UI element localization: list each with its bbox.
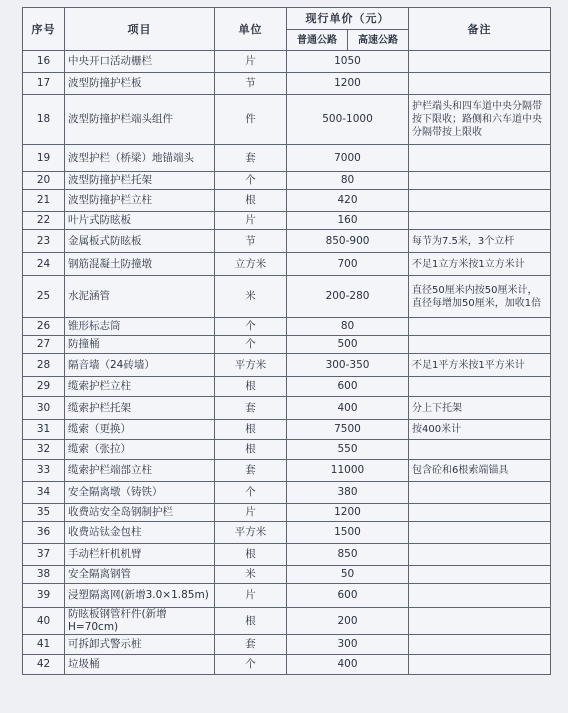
row-seq: 35 [23,504,65,522]
row-price: 400 [287,655,409,675]
row-seq: 19 [23,145,65,172]
row-unit: 个 [215,336,287,354]
row-remark [409,584,551,608]
row-remark: 不足1立方米按1立方米计 [409,253,551,276]
table-row [23,440,551,460]
row-item: 波型防撞护栏端头组件 [65,95,215,145]
row-remark [409,566,551,584]
row-unit: 平方米 [215,522,287,544]
row-unit: 根 [215,544,287,566]
price-table [22,7,551,675]
row-price: 7000 [287,145,409,172]
row-remark [409,336,551,354]
row-item: 波型防撞护栏立柱 [65,190,215,212]
row-seq: 20 [23,172,65,190]
row-seq: 24 [23,253,65,276]
row-seq: 36 [23,522,65,544]
row-item: 钢筋混凝土防撞墩 [65,253,215,276]
row-remark [409,482,551,504]
table-header [23,8,551,51]
table-row [23,482,551,504]
row-item: 波型护栏（桥梁）地锚端头 [65,145,215,172]
row-item: 缆索护栏端部立柱 [65,460,215,482]
table-row [23,544,551,566]
row-price: 1050 [287,51,409,73]
row-seq: 31 [23,420,65,440]
table-row [23,635,551,655]
table-row [23,276,551,318]
row-seq: 18 [23,95,65,145]
row-price: 500-1000 [287,95,409,145]
table-body [23,51,551,675]
table-row [23,566,551,584]
row-remark: 每节为7.5米，3个立杆 [409,230,551,253]
row-unit: 套 [215,145,287,172]
row-seq: 37 [23,544,65,566]
row-price: 300-350 [287,354,409,377]
header-price-normal: 普通公路 [287,30,348,51]
row-unit: 根 [215,440,287,460]
row-unit: 节 [215,230,287,253]
row-unit: 个 [215,318,287,336]
row-item: 隔音墙（24砖墙） [65,354,215,377]
row-unit: 套 [215,635,287,655]
row-item: 收费站钛金包柱 [65,522,215,544]
price-table-page [22,7,550,675]
row-item: 波型防撞护栏托架 [65,172,215,190]
row-remark [409,318,551,336]
row-price: 7500 [287,420,409,440]
row-remark [409,73,551,95]
table-row [23,318,551,336]
row-remark [409,212,551,230]
row-item: 防撞桶 [65,336,215,354]
row-seq: 21 [23,190,65,212]
header-item: 项目 [65,8,215,51]
row-price: 1200 [287,504,409,522]
table-row [23,51,551,73]
header-seq: 序号 [23,8,65,51]
table-row [23,230,551,253]
row-price: 700 [287,253,409,276]
row-item: 收费站安全岛钢制护栏 [65,504,215,522]
row-remark: 分上下托架 [409,397,551,420]
row-unit: 套 [215,397,287,420]
row-unit: 个 [215,655,287,675]
row-unit: 米 [215,566,287,584]
row-price: 160 [287,212,409,230]
row-price: 11000 [287,460,409,482]
row-item: 缆索护栏立柱 [65,377,215,397]
table-row [23,655,551,675]
row-seq: 27 [23,336,65,354]
row-seq: 39 [23,584,65,608]
row-item: 浸塑隔离网(新增3.0×1.85m) [65,584,215,608]
row-unit: 根 [215,608,287,635]
row-price: 850-900 [287,230,409,253]
row-unit: 个 [215,172,287,190]
row-price: 80 [287,318,409,336]
row-unit: 个 [215,482,287,504]
table-row [23,354,551,377]
table-row [23,608,551,635]
row-seq: 25 [23,276,65,318]
row-unit: 片 [215,51,287,73]
row-item: 波型防撞护栏板 [65,73,215,95]
table-row [23,253,551,276]
row-item: 可拆卸式警示桩 [65,635,215,655]
table-row [23,190,551,212]
row-price: 420 [287,190,409,212]
row-price: 850 [287,544,409,566]
row-price: 500 [287,336,409,354]
row-unit: 根 [215,377,287,397]
header-price-group: 现行单价（元） [287,8,409,30]
row-price: 200-280 [287,276,409,318]
row-remark [409,544,551,566]
table-row [23,397,551,420]
row-price: 300 [287,635,409,655]
row-unit: 件 [215,95,287,145]
row-item: 防眩板钢管杆件(新增H=70cm) [65,608,215,635]
row-price: 1500 [287,522,409,544]
row-seq: 40 [23,608,65,635]
table-row [23,336,551,354]
row-unit: 套 [215,460,287,482]
row-remark [409,190,551,212]
row-price: 1200 [287,73,409,95]
table-row [23,420,551,440]
row-seq: 33 [23,460,65,482]
row-unit: 片 [215,212,287,230]
header-price-highway: 高速公路 [348,30,409,51]
row-unit: 平方米 [215,354,287,377]
table-row [23,95,551,145]
row-seq: 32 [23,440,65,460]
table-row [23,522,551,544]
header-unit: 单位 [215,8,287,51]
row-remark: 直径50厘米内按50厘米计，直径每增加50厘米，加收1倍 [409,276,551,318]
row-remark: 按400米计 [409,420,551,440]
row-seq: 17 [23,73,65,95]
row-seq: 22 [23,212,65,230]
row-item: 金属板式防眩板 [65,230,215,253]
table-row [23,172,551,190]
row-seq: 30 [23,397,65,420]
row-unit: 根 [215,190,287,212]
row-remark: 护栏端头和四车道中央分隔带按下限收；路侧和六车道中央分隔带按上限收 [409,95,551,145]
row-unit: 节 [215,73,287,95]
row-price: 380 [287,482,409,504]
row-item: 缆索（更换） [65,420,215,440]
row-remark [409,655,551,675]
row-seq: 41 [23,635,65,655]
row-seq: 29 [23,377,65,397]
row-remark: 包含砼和6根索端锚具 [409,460,551,482]
row-seq: 34 [23,482,65,504]
row-remark [409,377,551,397]
row-seq: 38 [23,566,65,584]
row-price: 600 [287,377,409,397]
row-item: 中央开口活动栅栏 [65,51,215,73]
row-remark [409,522,551,544]
row-price: 80 [287,172,409,190]
row-price: 200 [287,608,409,635]
table-row [23,377,551,397]
row-seq: 23 [23,230,65,253]
row-unit: 片 [215,504,287,522]
row-unit: 片 [215,584,287,608]
row-unit: 米 [215,276,287,318]
row-item: 安全隔离钢管 [65,566,215,584]
row-remark [409,608,551,635]
row-seq: 16 [23,51,65,73]
row-item: 叶片式防眩板 [65,212,215,230]
row-price: 600 [287,584,409,608]
row-seq: 26 [23,318,65,336]
table-row [23,212,551,230]
table-row [23,145,551,172]
row-remark [409,145,551,172]
row-item: 锥形标志筒 [65,318,215,336]
table-row [23,584,551,608]
row-item: 水泥涵管 [65,276,215,318]
table-row [23,73,551,95]
row-item: 缆索护栏托架 [65,397,215,420]
row-unit: 立方米 [215,253,287,276]
row-remark: 不足1平方米按1平方米计 [409,354,551,377]
row-seq: 28 [23,354,65,377]
row-remark [409,440,551,460]
row-seq: 42 [23,655,65,675]
row-price: 550 [287,440,409,460]
row-item: 手动栏杆机机臂 [65,544,215,566]
row-remark [409,504,551,522]
row-remark [409,51,551,73]
row-unit: 根 [215,420,287,440]
row-remark [409,172,551,190]
row-item: 缆索（张拉） [65,440,215,460]
row-price: 400 [287,397,409,420]
row-price: 50 [287,566,409,584]
table-row [23,460,551,482]
row-item: 安全隔离墩（铸铁） [65,482,215,504]
header-remarks: 备注 [409,8,551,51]
row-item: 垃圾桶 [65,655,215,675]
table-row [23,504,551,522]
row-remark [409,635,551,655]
